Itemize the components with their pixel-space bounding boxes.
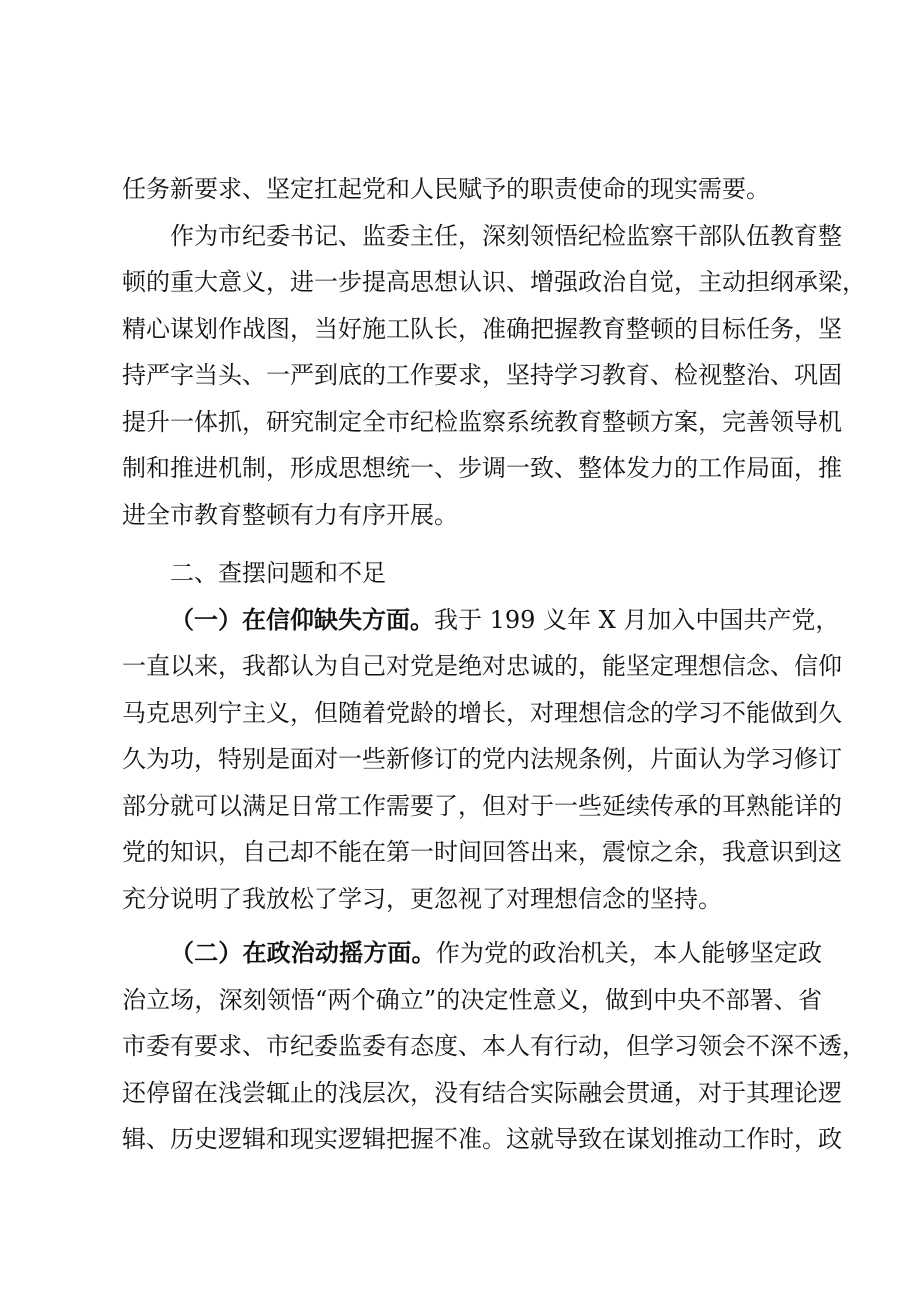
document-page: [122, 166, 866, 1163]
paragraph-line: 部分就可以满足日常工作需要了，但对于一些延续传承的耳熟能详的: [122, 791, 842, 820]
paragraph-text: 我于 199 义年 X 月加入中国共产党，: [434, 605, 840, 634]
paragraph-line: 市委有要求、市纪委监委有态度、本人有行动，但学习领会不深不透，: [122, 1032, 866, 1060]
paragraph-line: 一直以来，我都认为自己对党是绝对忠诚的，能坚定理想信念、信仰: [122, 652, 842, 680]
paragraph-text: 作为党的政治机关，本人能够坚定政: [435, 939, 823, 967]
paragraph-line: 治立场，深刻领悟“两个确立”的决定性意义，做到中央不部署、省: [122, 985, 822, 1014]
paragraph-line: 制和推进机制，形成思想统一、步调一致、整体发力的工作局面，推: [122, 454, 842, 482]
paragraph-line: 进全市教育整顿有力有序开展。: [122, 500, 458, 529]
paragraph-line: 久为功，特别是面对一些新修订的党内法规条例，片面认为学习修订: [122, 745, 842, 773]
paragraph-line: 辑、历史逻辑和现实逻辑把握不准。这就导致在谋划推动工作时，政: [122, 1125, 842, 1153]
paragraph-line: 党的知识，自己却不能在第一时间回答出来，震惊之余，我意识到这: [122, 838, 842, 866]
paragraph-line: 作为市纪委书记、监委主任，深刻领悟纪检监察干部队伍教育整: [170, 221, 842, 250]
paragraph-line: 充分说明了我放松了学习，更忽视了对理想信念的坚持。: [122, 884, 722, 913]
paragraph-line: 持严字当头、一严到底的工作要求，坚持学习教育、检视整治、巩固: [122, 361, 842, 389]
subsection-first-line: [122, 597, 840, 644]
subsection-title: （二）在政治动摇方面。: [170, 938, 436, 967]
subsection-first-line: [122, 930, 822, 977]
paragraph-line: 顿的重大意义，进一步提高思想认识、增强政治自觉，主动担纲承梁，: [122, 268, 866, 296]
paragraph-line: 精心谋划作战图，当好施工队长，准确把握教育整顿的目标任务，坚: [122, 314, 842, 343]
paragraph-line: 马克思列宁主义，但随着党龄的增长，对理想信念的学习不能做到久: [122, 698, 842, 727]
section-heading: 二、查摆问题和不足: [170, 559, 386, 587]
paragraph-line: 还停留在浅尝辄止的浅层次，没有结合实际融会贯通，对于其理论逻: [122, 1078, 842, 1107]
subsection-title: （一）在信仰缺失方面。: [170, 604, 434, 634]
paragraph-line: 任务新要求、坚定扛起党和人民赋予的职责使命的现实需要。: [122, 175, 770, 203]
paragraph-line: 提升一体抓，研究制定全市纪检监察系统教育整顿方案，完善领导机: [122, 407, 842, 436]
